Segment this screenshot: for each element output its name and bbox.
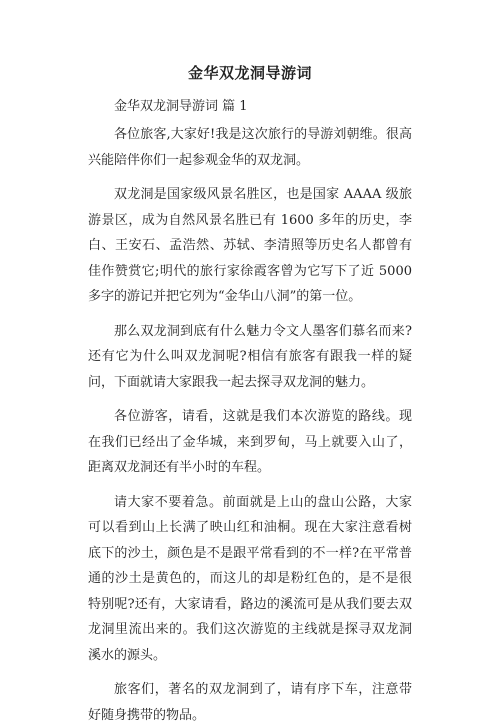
paragraph-6: 旅客们，著名的双龙洞到了，请有序下车，注意带好随身携带的物品。 bbox=[88, 682, 412, 723]
paragraph-3: 那么双龙洞到底有什么魅力令文人墨客们慕名而来?还有它为什么叫双龙洞呢?相信有旅客有跟我一样的疑问，下面就请大家跟我一起去探寻双龙洞的魅力。 bbox=[88, 323, 412, 390]
document-title: 金华双龙洞导游词 bbox=[187, 64, 312, 82]
document-body bbox=[88, 122, 412, 728]
paragraph-5: 请大家不要着急。前面就是上山的盘山公路，大家可以看到山上长满了映山红和油桐。现在大家注意看树底下的沙土，颜色是不是跟平常看到的不一样?在平常普通的沙土是黄色的，而这儿的却是粉红色的，是不是很特别呢?还有，大家请看，路边的溪流可是从我们要去双龙洞里流出来的。我们这次游览的主线就是探寻双龙洞溪水的源头。 bbox=[88, 494, 412, 663]
paragraph-2: 双龙洞是国家级风景名胜区，也是国家 AAAA 级旅游景区，成为自然风景名胜已有 1600 多年的历史，李白、王安石、孟浩然、苏轼、李清照等历史名人都曾有佳作赞赏它;明代的旅行家徐霞客曾为它写下了近 5000 多字的游记并把它列为“金华山八洞”的第一位。 bbox=[88, 187, 412, 304]
paragraph-4: 各位游客，请看，这就是我们本次游览的路线。现在我们已经出了金华城，来到罗甸，马上就要入山了，距离双龙洞还有半小时的车程。 bbox=[88, 409, 412, 475]
section-heading: 金华双龙洞导游词 篇 1 bbox=[114, 99, 248, 114]
paragraph-1: 各位旅客,大家好!我是这次旅行的导游刘朝维。很高兴能陪伴你们一起参观金华的双龙洞。 bbox=[88, 127, 412, 168]
